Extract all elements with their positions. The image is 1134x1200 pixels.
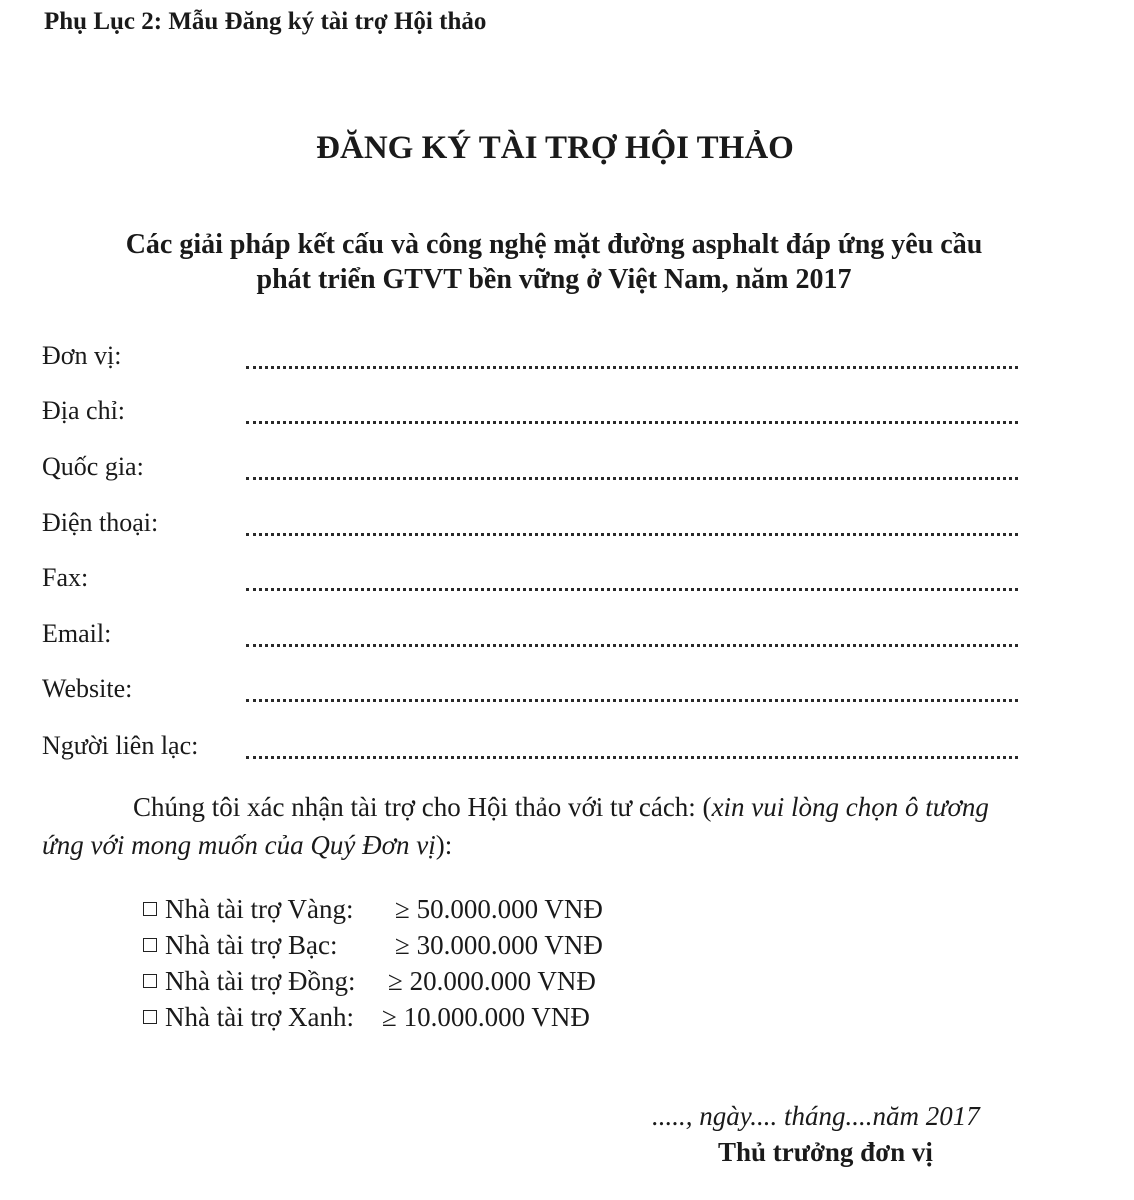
tier-label: Nhà tài trợ Đồng: <box>165 966 356 996</box>
tier-label: Nhà tài trợ Xanh: <box>165 1002 354 1032</box>
field-label: Đơn vị: <box>42 341 122 370</box>
field-dien-thoai <box>42 508 1018 542</box>
date-line: ....., ngày.... tháng....năm 2017 <box>652 1101 980 1131</box>
tier-amount: ≥ 30.000.000 VNĐ <box>395 930 603 960</box>
field-website <box>42 674 1018 708</box>
confirmation-closing: ): <box>435 830 453 860</box>
fill-line[interactable] <box>246 421 1018 424</box>
tier-label: Nhà tài trợ Bạc: <box>165 930 338 960</box>
field-label: Website: <box>42 674 133 703</box>
field-email <box>42 619 1018 653</box>
field-label: Quốc gia: <box>42 452 144 481</box>
field-quoc-gia <box>42 452 1018 486</box>
subtitle-line-2: phát triển GTVT bền vững ở Việt Nam, năm 2017 <box>256 264 852 295</box>
tier-label: Nhà tài trợ Vàng: <box>165 894 354 924</box>
tier-amount: ≥ 10.000.000 VNĐ <box>382 1002 590 1032</box>
fill-line[interactable] <box>246 644 1018 647</box>
tier-amount: ≥ 50.000.000 VNĐ <box>395 894 603 924</box>
fill-line[interactable] <box>246 588 1018 591</box>
field-dia-chi <box>42 396 1018 430</box>
fill-line[interactable] <box>246 699 1018 702</box>
tier-amount: ≥ 20.000.000 VNĐ <box>388 966 596 996</box>
checkbox-icon[interactable] <box>143 974 157 988</box>
confirmation-line-1 <box>133 792 989 823</box>
checkbox-icon[interactable] <box>143 938 157 952</box>
confirmation-line-2 <box>42 830 452 861</box>
checkbox-icon[interactable] <box>143 1010 157 1024</box>
field-label: Fax: <box>42 563 89 592</box>
fill-line[interactable] <box>246 477 1018 480</box>
tier-option-silver[interactable] <box>143 930 603 966</box>
fill-line[interactable] <box>246 533 1018 536</box>
tier-option-green[interactable] <box>143 1002 590 1038</box>
field-label: Điện thoại: <box>42 508 159 537</box>
field-don-vi <box>42 341 1018 375</box>
field-label: Người liên lạc: <box>42 731 199 760</box>
tier-option-gold[interactable] <box>143 894 603 930</box>
signer-title: Thủ trưởng đơn vị <box>718 1137 933 1167</box>
field-nguoi-lien-lac <box>42 731 1018 765</box>
form-title: ĐĂNG KÝ TÀI TRỢ HỘI THẢO <box>316 130 794 166</box>
field-fax <box>42 563 1018 597</box>
field-label: Địa chỉ: <box>42 396 126 425</box>
confirmation-text: Chúng tôi xác nhận tài trợ cho Hội thảo với tư cách: ( <box>133 792 712 822</box>
appendix-heading: Phụ Lục 2: Mẫu Đăng ký tài trợ Hội thảo <box>44 8 487 35</box>
field-label: Email: <box>42 619 112 648</box>
sponsor-tier-list <box>143 894 603 1038</box>
confirmation-instruction-1: xin vui lòng chọn ô tương <box>711 792 989 822</box>
confirmation-instruction-2: ứng với mong muốn của Quý Đơn vị <box>42 830 436 860</box>
fill-line[interactable] <box>246 366 1018 369</box>
fill-line[interactable] <box>246 756 1018 759</box>
checkbox-icon[interactable] <box>143 902 157 916</box>
subtitle-line-1: Các giải pháp kết cấu và công nghệ mặt đường asphalt đáp ứng yêu cầu <box>125 229 983 260</box>
tier-option-bronze[interactable] <box>143 966 596 1002</box>
